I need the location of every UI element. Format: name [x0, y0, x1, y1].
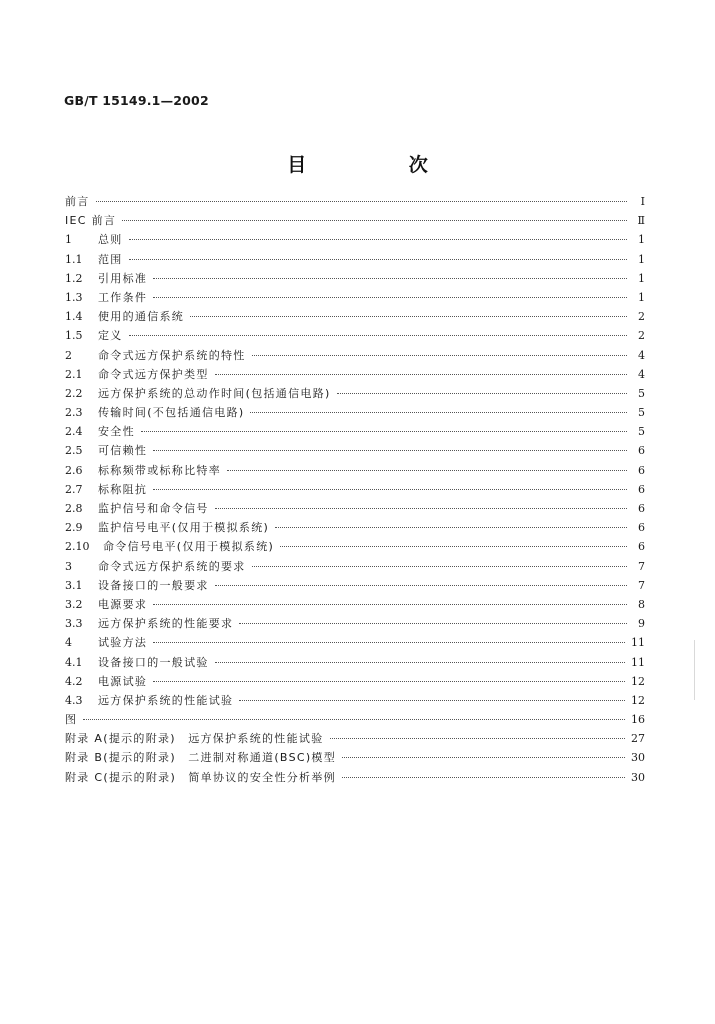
toc-entry[interactable]	[65, 269, 645, 288]
toc-entry-number: 1.3	[65, 290, 83, 304]
toc-entry-label: 设备接口的一般试验	[98, 655, 209, 669]
toc-entry-number: 2.8	[65, 502, 83, 515]
toc-leader-dots	[153, 604, 627, 605]
toc-entry-label: 安全性	[98, 425, 135, 439]
scan-artifact	[694, 640, 695, 700]
toc-entry[interactable]	[65, 499, 645, 518]
toc-entry-label: IEC 前言	[65, 214, 117, 228]
toc-entry-page: 6	[638, 521, 645, 535]
toc-entry-number: 1.1	[65, 252, 83, 266]
toc-entry-number: 2.5	[65, 444, 83, 458]
toc-entry[interactable]	[65, 729, 645, 748]
toc-entry-label: 命令式远方保护类型	[98, 367, 209, 381]
toc-entry-label: 标称频带或标称比特率	[98, 463, 221, 477]
toc-leader-dots	[153, 278, 627, 279]
toc-entry-page: 5	[638, 406, 645, 420]
toc-entry-label: 附录 C(提示的附录) 简单协议的安全性分析举例	[65, 770, 336, 784]
toc-entry-number: 3.2	[65, 597, 83, 611]
toc-leader-dots	[252, 566, 627, 567]
toc-entry-label: 命令式远方保护系统的要求	[98, 559, 246, 573]
toc-leader-dots	[153, 642, 625, 643]
toc-entry[interactable]	[65, 691, 645, 710]
toc-entry[interactable]	[65, 211, 645, 230]
toc-entry-number: 4.1	[65, 655, 83, 669]
toc-entry-page: 6	[638, 444, 645, 458]
toc-entry-label: 远方保护系统的性能试验	[98, 693, 234, 707]
toc-entry[interactable]	[65, 557, 645, 576]
toc-entry[interactable]	[65, 441, 645, 460]
toc-entry-page: 1	[638, 271, 645, 285]
toc-entry-page: 2	[638, 329, 645, 343]
toc-leader-dots	[342, 757, 625, 758]
toc-entry-page: 6	[638, 502, 645, 515]
toc-leader-dots	[239, 700, 625, 701]
toc-leader-dots	[337, 393, 627, 394]
toc-entry-label: 范围	[98, 252, 123, 266]
toc-entry-label: 总则	[98, 233, 123, 247]
toc-leader-dots	[141, 431, 627, 432]
toc-entry-label: 可信赖性	[98, 444, 148, 458]
toc-entry[interactable]	[65, 576, 645, 595]
toc-entry-number: 1.4	[65, 310, 83, 324]
toc-leader-dots	[215, 585, 627, 586]
toc-leader-dots	[122, 220, 627, 221]
toc-entry-number: 2.2	[65, 386, 83, 400]
toc-leader-dots	[96, 201, 627, 202]
toc-entry-label: 电源试验	[98, 674, 148, 688]
toc-entry-page: 12	[631, 674, 645, 688]
toc-entry[interactable]	[65, 518, 645, 537]
toc-entry-page: 6	[638, 540, 645, 554]
toc-entry-page: 4	[638, 367, 645, 381]
toc-entry-label: 监护信号和命令信号	[98, 502, 209, 515]
toc-leader-dots	[280, 546, 627, 547]
toc-entry-number: 1.5	[65, 329, 83, 343]
toc-leader-dots	[153, 450, 627, 451]
toc-entry-page: 30	[631, 751, 645, 765]
toc-entry-label: 前言	[65, 195, 90, 208]
toc-entry-page: 7	[638, 559, 645, 573]
toc-entry[interactable]	[65, 346, 645, 365]
toc-entry-number: 4	[65, 636, 72, 650]
toc-leader-dots	[153, 297, 627, 298]
toc-entry-page: 11	[631, 636, 645, 650]
toc-entry-label: 图	[65, 713, 78, 727]
toc-entry[interactable]	[65, 288, 645, 307]
toc-leader-dots	[215, 374, 627, 375]
toc-entry-number: 1	[65, 233, 72, 247]
toc-entry-label: 定义	[98, 329, 123, 343]
toc-entry-label: 设备接口的一般要求	[98, 578, 209, 592]
toc-entry[interactable]	[65, 461, 645, 480]
toc-entry-page: 1	[638, 252, 645, 266]
toc-entry-page: 2	[638, 310, 645, 324]
toc-entry-label: 监护信号电平(仅用于模拟系统)	[98, 521, 270, 535]
toc-entry-label: 远方保护系统的性能要求	[98, 617, 234, 631]
toc-leader-dots	[215, 662, 625, 663]
toc-entry-page: 12	[631, 693, 645, 707]
toc-entry-label: 远方保护系统的总动作时间(包括通信电路)	[98, 386, 331, 400]
toc-entry-page: 1	[638, 290, 645, 304]
toc-entry[interactable]	[65, 307, 645, 326]
toc-entry-number: 3.3	[65, 617, 83, 631]
toc-entry-number: 4.2	[65, 674, 83, 688]
toc-entry[interactable]	[65, 230, 645, 249]
toc-leader-dots	[227, 470, 627, 471]
toc-entry-number: 2.10	[65, 540, 90, 554]
toc-entry-page: 5	[638, 386, 645, 400]
toc-entry-label: 传输时间(不包括通信电路)	[98, 406, 245, 420]
toc-entry-number: 2.3	[65, 406, 83, 420]
toc-entry-number: 2.9	[65, 521, 83, 535]
toc-leader-dots	[190, 316, 627, 317]
toc-leader-dots	[239, 623, 627, 624]
toc-leader-dots	[250, 412, 627, 413]
toc-entry-label: 工作条件	[98, 290, 148, 304]
toc-entry-page: 16	[631, 713, 645, 727]
toc-entry-page: 27	[631, 732, 645, 746]
toc-entry-page: Ⅱ	[637, 214, 645, 228]
toc-entry-page: 5	[638, 425, 645, 439]
toc-entry-number: 3.1	[65, 578, 83, 592]
toc-entry[interactable]	[65, 614, 645, 633]
toc-entry-number: 2.6	[65, 463, 83, 477]
toc-entry[interactable]	[65, 192, 645, 211]
toc-entry-page: 7	[638, 578, 645, 592]
toc-entry-label: 命令信号电平(仅用于模拟系统)	[103, 540, 275, 554]
toc-entry[interactable]	[65, 537, 645, 556]
toc-entry[interactable]	[65, 326, 645, 345]
toc-entry[interactable]	[65, 768, 645, 787]
toc-entry-label: 试验方法	[98, 636, 148, 650]
toc-entry[interactable]	[65, 384, 645, 403]
toc-entry-page: 1	[638, 233, 645, 247]
toc-leader-dots	[129, 239, 627, 240]
toc-entry[interactable]	[65, 710, 645, 729]
toc-entry-label: 标称阻抗	[98, 482, 148, 496]
toc-entry-page: 30	[631, 770, 645, 784]
toc-leader-dots	[129, 335, 627, 336]
toc-entry[interactable]	[65, 365, 645, 384]
toc-entry-number: 4.3	[65, 693, 83, 707]
toc-leader-dots	[129, 259, 627, 260]
toc-entry-number: 2.1	[65, 367, 83, 381]
toc-entry-number: 2	[65, 348, 72, 362]
toc-leader-dots	[275, 527, 627, 528]
toc-entry-label: 电源要求	[98, 597, 148, 611]
toc-leader-dots	[153, 489, 627, 490]
toc-entry[interactable]	[65, 672, 645, 691]
toc-entry-page: 6	[638, 463, 645, 477]
toc-entry-number: 3	[65, 559, 72, 573]
toc-entry-label: 附录 B(提示的附录) 二进制对称通道(BSC)模型	[65, 751, 337, 765]
toc-entry-label: 命令式远方保护系统的特性	[98, 348, 246, 362]
toc-entry-number: 2.7	[65, 482, 83, 496]
toc-entry-number: 1.2	[65, 271, 83, 285]
toc-entry[interactable]	[65, 595, 645, 614]
toc-leader-dots	[342, 777, 625, 778]
toc-entry-page: 9	[638, 617, 645, 631]
toc-entry-label: 使用的通信系统	[98, 310, 185, 324]
toc-entry-page: Ⅰ	[640, 195, 645, 208]
toc-entry-label: 附录 A(提示的附录) 远方保护系统的性能试验	[65, 732, 324, 746]
toc-entry-page: 6	[638, 482, 645, 496]
toc-leader-dots	[330, 738, 625, 739]
toc-entry[interactable]	[65, 250, 645, 269]
toc-leader-dots	[83, 719, 625, 720]
toc-entry[interactable]	[65, 422, 645, 441]
toc-entry[interactable]	[65, 633, 645, 652]
toc-title: 目 次	[287, 154, 476, 176]
document-id: GB/T 15149.1—2002	[64, 93, 209, 108]
toc-entry-page: 11	[631, 655, 645, 669]
toc-entry[interactable]	[65, 653, 645, 672]
toc-entry-page: 4	[638, 348, 645, 362]
toc-entry[interactable]	[65, 403, 645, 422]
toc-entry[interactable]	[65, 480, 645, 499]
toc-entry-page: 8	[638, 597, 645, 611]
toc-leader-dots	[153, 681, 625, 682]
toc-leader-dots	[252, 355, 627, 356]
toc-leader-dots	[215, 508, 627, 509]
toc-entry-number: 2.4	[65, 425, 83, 439]
table-of-contents	[65, 192, 645, 787]
toc-entry-label: 引用标准	[98, 271, 148, 285]
toc-entry[interactable]	[65, 748, 645, 767]
